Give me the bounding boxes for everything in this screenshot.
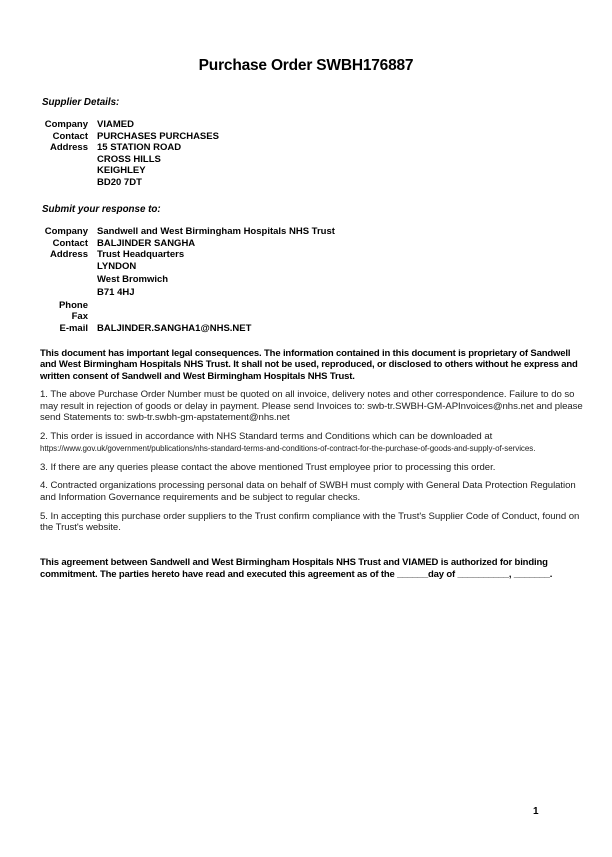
field-row xyxy=(42,274,335,287)
field-row xyxy=(42,300,335,312)
field-row xyxy=(42,238,335,250)
supplier-address-line-4: BD20 7DT xyxy=(97,176,142,188)
supplier-details-fields xyxy=(42,119,219,189)
supplier-details-section xyxy=(42,97,219,189)
page-title: Purchase Order SWBH176887 xyxy=(198,57,414,74)
field-label-phone: Phone xyxy=(58,299,88,311)
field-label-company: Company xyxy=(44,226,88,237)
field-label-company: Company xyxy=(44,119,88,130)
supplier-address-line-2: CROSS HILLS xyxy=(97,153,161,165)
trust-company-value: Sandwell and West Birmingham Hospitals NHS Trust xyxy=(97,226,335,237)
trust-address-line-4: B71 4HJ xyxy=(97,286,135,298)
trust-address-line-1: Trust Headquarters xyxy=(97,249,185,261)
field-label-address: Address xyxy=(49,142,88,154)
term-paragraph-1 xyxy=(40,389,586,424)
field-row xyxy=(42,142,219,154)
field-row xyxy=(42,311,335,323)
trust-contact-value: BALJINDER SANGHA xyxy=(97,237,196,249)
field-row xyxy=(42,287,335,300)
supplier-address-line-1: 15 STATION ROAD xyxy=(97,142,182,154)
term-paragraph-4 xyxy=(40,480,586,503)
field-row xyxy=(42,165,219,177)
term-1-text: 1. The above Purchase Order Number must be quoted on all invoice, delivery notes and other correspondence. Failure to do so may result in rejection of goods or delay in payment. Please send Invoices to: swb-tr.SWBH-GM-APInvoices@nhs.net and please send Statements to: swb-tr.swbh-gm-apstatement@nhs.net xyxy=(40,389,583,424)
term-paragraph-2 xyxy=(40,431,586,454)
supplier-address-line-3: KEIGHLEY xyxy=(97,165,146,177)
submit-response-section xyxy=(42,204,335,334)
page-number: 1 xyxy=(533,806,539,817)
term-paragraph-3 xyxy=(40,462,586,474)
trust-address-line-3: West Bromwich xyxy=(97,273,169,285)
term-2-url-text: https://www.gov.uk/government/publications/nhs-standard-terms-and-conditions-of-contract-for-the-purchase-of-goods-and-supply-of-services. xyxy=(40,443,536,453)
legal-notice: This document has important legal consequences. The information contained in this document is proprietary of Sandwell and West Birmingham Hospitals NHS Trust. It shall not be used, reproduced, or disclosed to others without he express and written consent of Sandwell and West Birmingham Hospitals NHS Trust. xyxy=(40,348,578,382)
field-row xyxy=(42,131,219,143)
supplier-company-value: VIAMED xyxy=(97,119,134,130)
field-label-contact: Contact xyxy=(52,237,88,249)
field-label-contact: Contact xyxy=(52,130,88,142)
field-row xyxy=(42,261,335,274)
field-label-email: E-mail xyxy=(59,322,88,334)
terms-list xyxy=(40,389,586,541)
submit-response-heading: Submit your response to: xyxy=(42,204,161,215)
term-4-text: 4. Contracted organizations processing personal data on behalf of SWBH must comply with General Data Protection Regulation and Information Governance requirements and be subject to regular checks. xyxy=(40,480,576,503)
agreement-statement: This agreement between Sandwell and West Birmingham Hospitals NHS Trust and VIAMED is authorized for binding commitment. The parties hereto have read and executed this agreement as of the ______day of __________, _______. xyxy=(40,557,553,580)
field-label-address: Address xyxy=(49,249,88,261)
field-row xyxy=(42,119,219,131)
field-row xyxy=(42,177,219,189)
field-row xyxy=(42,323,335,335)
term-2-text: 2. This order is issued in accordance with NHS Standard terms and Conditions which can be downloaded at xyxy=(40,431,493,443)
field-label-fax: Fax xyxy=(71,311,88,323)
supplier-details-heading: Supplier Details: xyxy=(42,97,120,108)
field-row xyxy=(42,154,219,166)
term-5-text: 5. In accepting this purchase order suppliers to the Trust confirm compliance with the Trust's Supplier Code of Conduct, found on the Trust's website. xyxy=(40,510,580,534)
trust-email-value: BALJINDER.SANGHA1@NHS.NET xyxy=(97,322,252,334)
term-paragraph-5 xyxy=(40,511,586,534)
field-row xyxy=(42,226,335,238)
submit-response-fields xyxy=(42,226,335,334)
trust-address-line-2: LYNDON xyxy=(97,260,137,272)
term-3-text: 3. If there are any queries please contact the above mentioned Trust employee prior to processing this order. xyxy=(40,461,496,473)
field-row xyxy=(42,249,335,261)
supplier-contact-value: PURCHASES PURCHASES xyxy=(97,130,219,142)
